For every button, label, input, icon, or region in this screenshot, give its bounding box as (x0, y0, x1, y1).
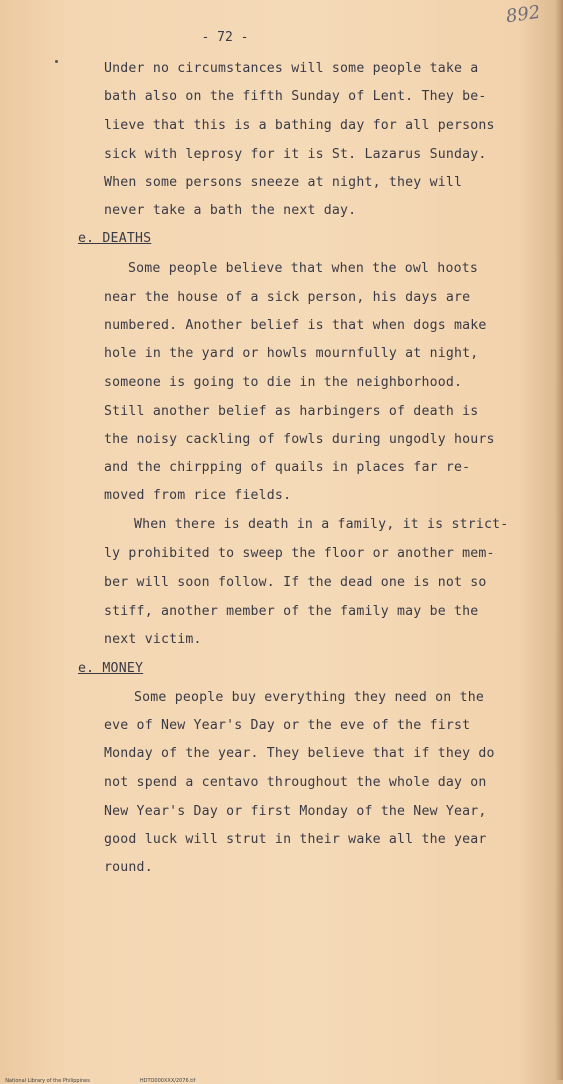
archive-footer (2, 1072, 245, 1084)
text-line: good luck will strut in their wake all the year (104, 832, 487, 847)
text-line: and the chirpping of quails in places far re- (104, 460, 471, 475)
text-line: Under no circumstances will some people take a (104, 61, 479, 76)
page-edge-shadow (555, 0, 563, 1080)
text-line: Some people buy everything they need on the (134, 690, 485, 705)
text-line: lieve that this is a bathing day for all persons (104, 118, 495, 133)
text-line: bath also on the fifth Sunday of Lent. They be- (104, 89, 487, 104)
catalog-number: 892 (504, 1, 542, 28)
text-line: someone is going to die in the neighborhood. (104, 375, 463, 390)
text-line: the noisy cackling of fowls during ungodly hours (104, 432, 495, 447)
section-heading-deaths: e. DEATHS (78, 231, 152, 246)
ink-spot (55, 60, 58, 63)
text-line: round. (104, 860, 153, 875)
text-line: not spend a centavo throughout the whole day on (104, 775, 487, 790)
text-line: When some persons sneeze at night, they will (104, 175, 463, 190)
text-line: moved from rice fields. (104, 488, 292, 503)
footer-file: HDTO000XXX/2076.tif (139, 1078, 196, 1084)
text-line: stiff, another member of the family may be the (104, 604, 479, 619)
text-line: Some people believe that when the owl hoots (128, 261, 479, 276)
footer-library: National Library of the Philippines (5, 1078, 90, 1084)
section-heading-money: e. MONEY (78, 661, 144, 676)
text-line: ly prohibited to sweep the floor or another mem- (104, 546, 495, 561)
text-line: next victim. (104, 632, 202, 647)
text-line: never take a bath the next day. (104, 203, 357, 218)
text-line: hole in the yard or howls mournfully at night, (104, 346, 479, 361)
text-line: Monday of the year. They believe that if they do (104, 746, 495, 761)
text-line: Still another belief as harbingers of death is (104, 404, 479, 419)
text-line: eve of New Year's Day or the eve of the first (104, 718, 471, 733)
text-line: ber will soon follow. If the dead one is not so (104, 575, 487, 590)
text-line: When there is death in a family, it is strict- (134, 517, 509, 532)
text-line: sick with leprosy for it is St. Lazarus Sunday. (104, 147, 487, 162)
text-line: New Year's Day or first Monday of the New Year, (104, 804, 487, 819)
page-number: - 72 - (201, 30, 249, 45)
text-line: near the house of a sick person, his days are (104, 290, 471, 305)
text-line: numbered. Another belief is that when dogs make (104, 318, 487, 333)
